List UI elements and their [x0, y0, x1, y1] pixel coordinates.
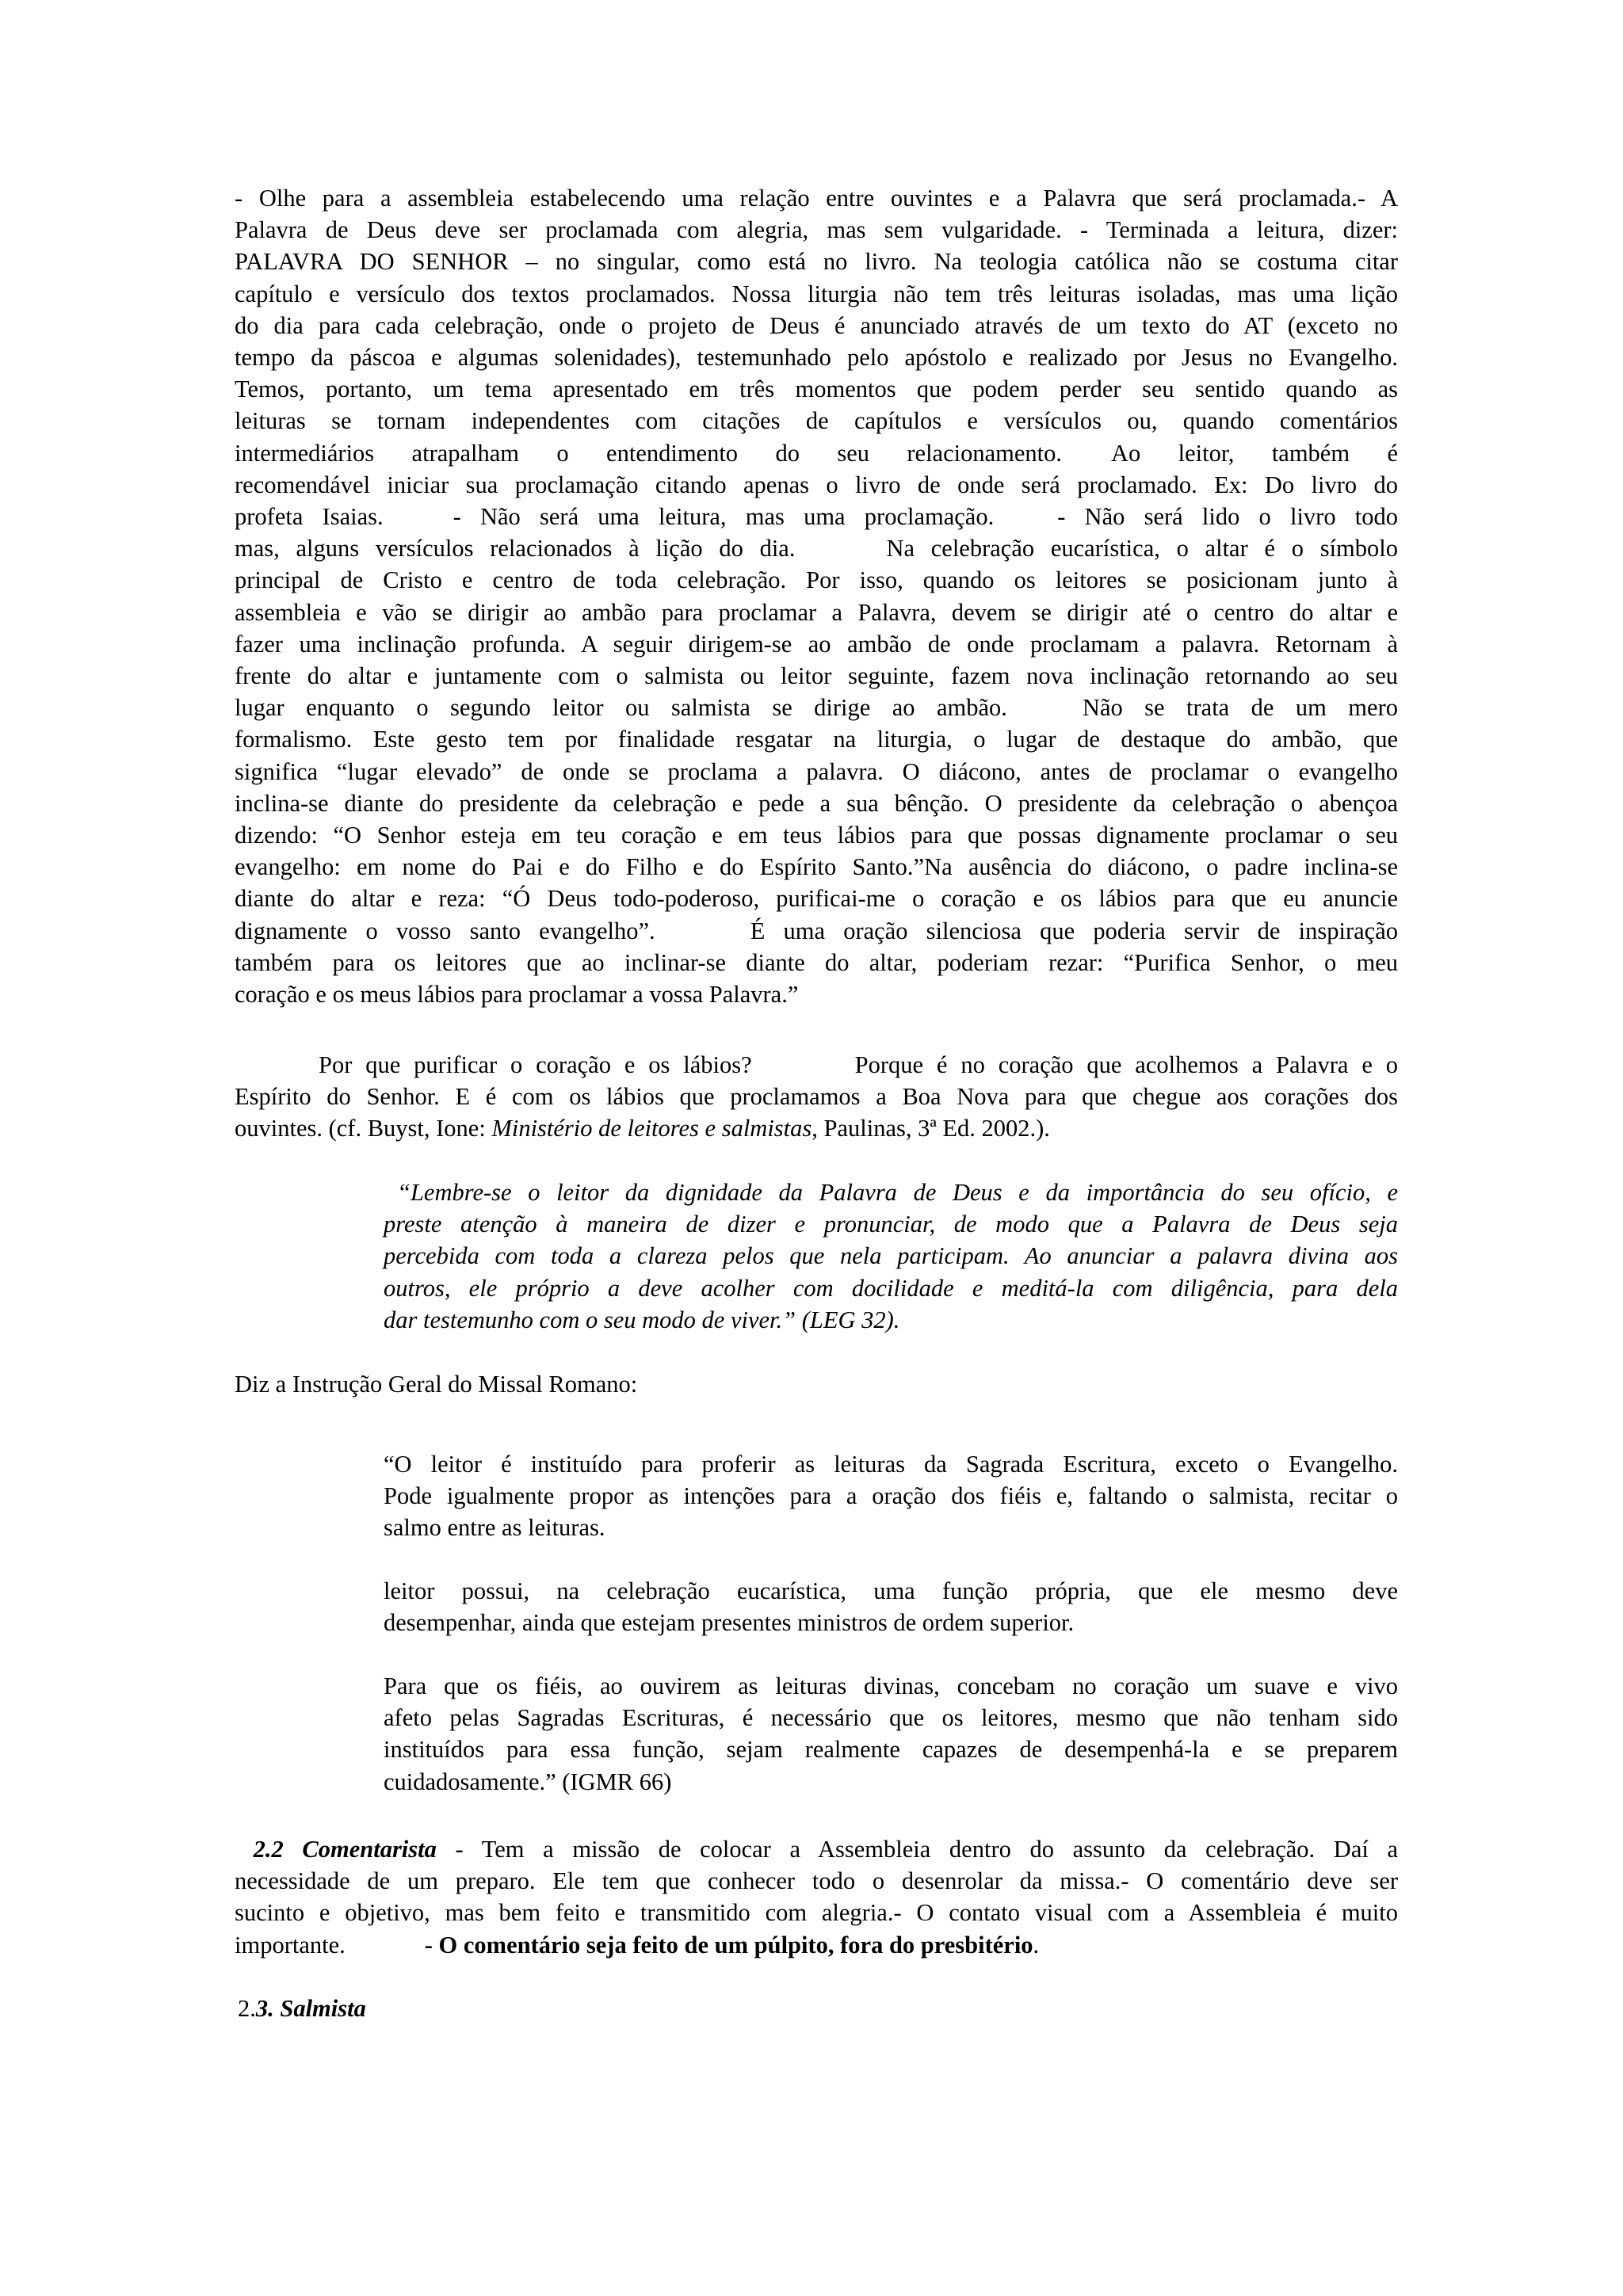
igmr-paragraph-3 — [384, 1670, 1398, 1798]
text-line: dar testemunho com o seu modo de viver.” (LEG 32). — [384, 1306, 900, 1333]
text-line — [235, 1929, 1398, 1961]
text-fragment: dignamente o vosso santo evangelho”. — [235, 917, 655, 944]
text-line: instituídos para essa função, sejam realmente capazes de desempenhá-la e se preparem — [384, 1736, 1398, 1764]
text-line — [235, 1049, 1398, 1081]
text-line: dizendo: “O Senhor esteja em teu coração e em teus lábios para que possas dignamente proclamar o seu — [235, 822, 1398, 849]
text-line: assembleia e vão se dirigir ao ambão para proclamar a Palavra, devem se dirigir até o centro do altar e — [235, 598, 1398, 626]
text-line: recomendável iniciar sua proclamação citando apenas o livro de onde será proclamado. Ex: Do livro do — [235, 471, 1398, 498]
text-line: Espírito do Senhor. E é com os lábios que proclamamos a Boa Nova para que chegue aos corações dos — [235, 1083, 1398, 1111]
text-fragment: , Paulinas, 3ª Ed. 2002.). — [812, 1115, 1050, 1142]
text-line: cuidadosamente.” (IGMR 66) — [384, 1768, 672, 1795]
text-line: Para que os fiéis, ao ouvirem as leituras divinas, concebam no coração um suave e vivo — [384, 1672, 1398, 1699]
main-paragraph — [235, 182, 1398, 1010]
text-fragment: Por que purificar o coração e os lábios? — [319, 1051, 752, 1078]
heading-number: 2. — [238, 1995, 256, 2022]
text-line: Pode igualmente propor as intenções para a oração dos fiéis e, faltando o salmista, recitar o — [384, 1482, 1398, 1510]
text-line — [235, 437, 1398, 469]
text-line: - Olhe para a assembleia estabelecendo uma relação entre ouvintes e a Palavra que será proclamada.- A — [235, 185, 1398, 212]
text-line — [235, 532, 1398, 564]
text-fragment: intermediários atrapalham o entendimento do seu relacionamento. — [235, 439, 1062, 467]
text-line — [235, 1833, 1398, 1865]
text-fragment: “Lembre-se o leitor da dignidade da Palavra de Deus e da importância do seu ofício, e — [397, 1179, 1398, 1206]
text-fragment: - Tem a missão de colocar a Assembleia dentro do assunto da celebração. Daí a — [436, 1836, 1399, 1863]
why-paragraph — [235, 1049, 1398, 1145]
text-line: capítulo e versículo dos textos proclamados. Nossa liturgia não tem três leituras isoladas, mas uma lição — [235, 280, 1398, 307]
text-line: percebida com toda a clareza pelos que nela participam. Ao anunciar a palavra divina aos — [384, 1242, 1398, 1270]
text-line: leituras se tornam independentes com citações de capítulos e versículos ou, quando comentários — [235, 407, 1398, 435]
text-fragment: . — [1033, 1931, 1040, 1958]
text-fragment: mas, alguns versículos relacionados à lição do dia. — [235, 535, 796, 563]
text-line: formalismo. Este gesto tem por finalidade resgatar na liturgia, o lugar de destaque do ambão, que — [235, 726, 1398, 753]
text-fragment: ouvintes. (cf. Buyst, Ione: — [235, 1115, 492, 1142]
text-line: principal de Cristo e centro de toda celebração. Por isso, quando os leitores se posicionam junto à — [235, 566, 1398, 594]
comentarista-section — [235, 1833, 1398, 1961]
text-line: também para os leitores que ao inclinar-se diante do altar, poderiam rezar: “Purifica Senhor, o meu — [235, 948, 1398, 976]
text-fragment: Porque é no coração que acolhemos a Palavra e o — [854, 1051, 1398, 1078]
text-fragment: Não se trata de um mero — [1082, 694, 1398, 722]
text-line: evangelho: em nome do Pai e do Filho e do Espírito Santo.”Na ausência do diácono, o padre inclina-se — [235, 853, 1398, 881]
text-line — [384, 1177, 1398, 1208]
text-line: necessidade de um preparo. Ele tem que conhecer todo o desenrolar da missa.- O comentário deve ser — [235, 1867, 1398, 1895]
text-line: Temos, portanto, um tema apresentado em três momentos que podem perder seu sentido quando as — [235, 376, 1398, 403]
text-line — [235, 915, 1398, 947]
text-fragment: lugar enquanto o segundo leitor ou salmista se dirige ao ambão. — [235, 694, 1007, 722]
igmr-intro — [235, 1368, 1398, 1400]
text-line: outros, ele próprio a deve acolher com docilidade e meditá-la com diligência, para dela — [384, 1274, 1398, 1302]
text-line: Diz a Instrução Geral do Missal Romano: — [235, 1371, 638, 1398]
text-fragment: importante. — [235, 1931, 346, 1958]
text-line: diante do altar e reza: “Ó Deus todo-poderoso, purificai-me o coração e os lábios para que eu anuncie — [235, 885, 1398, 913]
text-fragment: É uma oração silenciosa que poderia servir de inspiração — [750, 917, 1398, 944]
text-fragment: profeta Isaias. — [235, 503, 384, 531]
text-fragment: Ao leitor, também é — [1111, 439, 1398, 467]
text-line: salmo entre as leituras. — [384, 1514, 605, 1542]
text-line: frente do altar e juntamente com o salmista ou leitor seguinte, fazem nova inclinação retornando ao seu — [235, 662, 1398, 690]
heading-text: 3. Salmista — [255, 1995, 366, 2022]
salmista-heading — [238, 1993, 713, 2024]
text-line: “O leitor é instituído para proferir as leituras da Sagrada Escritura, exceto o Evangelho. — [384, 1451, 1398, 1478]
text-line: sucinto e objetivo, mas bem feito e transmitido com alegria.- O contato visual com a Assembleia é muito — [235, 1899, 1398, 1927]
text-fragment: - Não será uma leitura, mas uma proclamação. — [453, 503, 995, 531]
section-heading: 2.2 Comentarista — [253, 1836, 437, 1863]
text-line: PALAVRA DO SENHOR – no singular, como está no livro. Na teologia católica não se costuma citar — [235, 248, 1398, 276]
text-line — [235, 1112, 1398, 1144]
text-line: coração e os meus lábios para proclamar a vossa Palavra.” — [235, 981, 799, 1009]
text-line — [235, 501, 1398, 532]
text-line: desempenhar, ainda que estejam presentes ministros de ordem superior. — [384, 1609, 1075, 1637]
text-line: significa “lugar elevado” de onde se proclama a palavra. O diácono, antes de proclamar o evangelho — [235, 757, 1398, 785]
section-heading — [238, 1993, 713, 2024]
text-line: inclina-se diante do presidente da celebração e pede a sua bênção. O presidente da celebração o abençoa — [235, 789, 1398, 817]
text-line: leitor possui, na celebração eucarística, uma função própria, que ele mesmo deve — [384, 1577, 1398, 1604]
text-line — [235, 692, 1398, 723]
text-fragment: - Não será lido o livro todo — [1057, 503, 1398, 531]
text-fragment: Na celebração eucarística, o altar é o símbolo — [886, 535, 1398, 563]
book-title: Ministério de leitores e salmistas — [491, 1115, 812, 1142]
leg-quote — [384, 1177, 1398, 1336]
text-line: fazer uma inclinação profunda. A seguir dirigem-se ao ambão de onde proclamam a palavra. Retornam à — [235, 630, 1398, 658]
text-line: preste atenção à maneira de dizer e pronunciar, de modo que a Palavra de Deus seja — [384, 1211, 1398, 1238]
text-line: afeto pelas Sagradas Escrituras, é necessário que os leitores, mesmo que não tenham sido — [384, 1704, 1398, 1732]
igmr-paragraph-2 — [384, 1575, 1398, 1638]
igmr-paragraph-1 — [384, 1448, 1398, 1544]
emphasis-text: - O comentário seja feito de um púlpito, fora do presbitério — [424, 1931, 1033, 1958]
text-line: tempo da páscoa e algumas solenidades), testemunhado pelo apóstolo e realizado por Jesus no Evangelho. — [235, 344, 1398, 372]
text-line: Palavra de Deus deve ser proclamada com alegria, mas sem vulgaridade. - Terminada a leitura, dizer: — [235, 216, 1398, 244]
text-line: do dia para cada celebração, onde o projeto de Deus é anunciado através de um texto do AT (exceto no — [235, 311, 1398, 339]
